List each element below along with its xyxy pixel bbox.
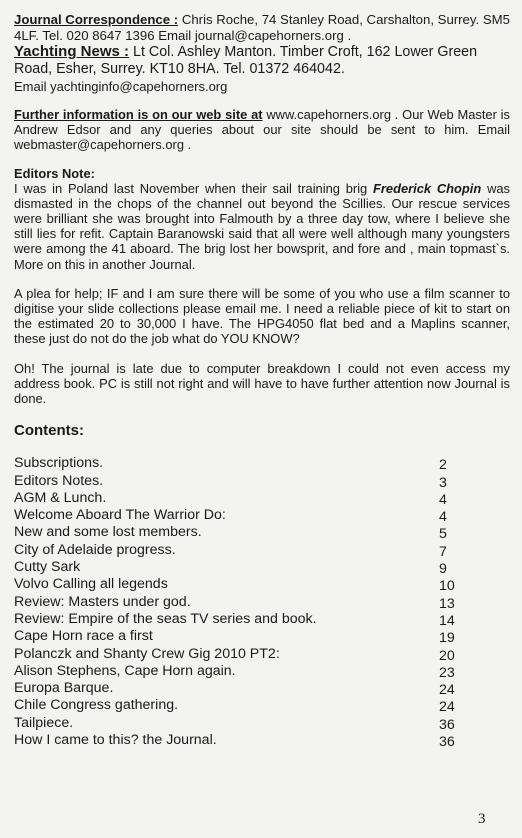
contents-item bbox=[14, 680, 510, 697]
contents-item-title: Review: Masters under god. bbox=[14, 593, 191, 610]
correspondence-text: Chris Roche, 74 Stanley Road, Carshalton, Surrey. SM5 4LF. Tel. 020 8647 1396 Email journal@capehorners.org . bbox=[14, 12, 510, 43]
contents-item bbox=[14, 473, 510, 490]
editors-note-paragraph-2: A plea for help; IF and I am sure there will be some of you who use a film scanner to digitise your slide collections please email me. I need a reliable piece of kit to start on the estimated 20 to 30,000 I have. The HPG4050 flat bed and a Maplins scanner, these just do not do the job what do YOU KNOW? bbox=[14, 285, 510, 347]
yachting-email: Email yachtinginfo@capehorners.org bbox=[14, 79, 228, 94]
contents-item-title: Cape Horn race a first bbox=[14, 628, 153, 645]
contents-item-page: 5 bbox=[439, 526, 447, 543]
contents-item-title: Chile Congress gathering. bbox=[14, 697, 179, 714]
contents-item bbox=[14, 697, 510, 714]
contents-item-title: Editors Notes. bbox=[14, 472, 104, 489]
contents-item-page: 9 bbox=[439, 561, 447, 578]
editors-note-paragraph-1 bbox=[14, 181, 510, 272]
contents-item bbox=[14, 611, 510, 628]
contents-item-page: 10 bbox=[439, 578, 455, 595]
contents-item bbox=[14, 628, 510, 645]
contents-item bbox=[14, 576, 510, 593]
correspondence-block bbox=[14, 12, 510, 43]
contents-item-title: Polanczk and Shanty Crew Gig 2010 PT2: bbox=[14, 645, 280, 662]
contents-heading: Contents: bbox=[14, 422, 84, 440]
editors-note-paragraph-3: Oh! The journal is late due to computer breakdown I could not even access my address book. PC is still not right and will have to have further attention now Journal is done. bbox=[14, 360, 510, 407]
yachting-block bbox=[14, 43, 510, 78]
further-info-heading: Further information is on our web site at bbox=[14, 107, 263, 122]
contents-item-page: 24 bbox=[439, 682, 455, 699]
contents-item bbox=[14, 732, 510, 749]
contents-item-title: Europa Barque. bbox=[14, 680, 114, 697]
contents-item-page: 36 bbox=[439, 716, 455, 733]
contents-item bbox=[14, 646, 510, 663]
contents-item-title: Cutty Sark bbox=[14, 559, 81, 576]
contents-item-page: 20 bbox=[439, 647, 455, 664]
contents-item bbox=[14, 715, 510, 732]
contents-item-title: How I came to this? the Journal. bbox=[14, 732, 217, 748]
contents-item-page: 23 bbox=[439, 664, 455, 681]
contents-item bbox=[14, 524, 510, 541]
contents-item bbox=[14, 542, 510, 559]
ship-name: Frederick Chopin bbox=[373, 180, 482, 196]
journal-page bbox=[14, 12, 510, 749]
contents-item-title: New and some lost members. bbox=[14, 524, 202, 541]
contents-item-page: 7 bbox=[439, 543, 447, 560]
further-info-block bbox=[14, 107, 510, 153]
contents-item-title: City of Adelaide progress. bbox=[14, 541, 176, 558]
editors-note-p1-after: was dismasted in the chops of the channel out beyond the Scillies. Our rescue services were brilliant she was brought into Falmouth by a three day tow, where I believe she still lies for refit. Captain Baranowski said that all were well although many youngsters were among the 41 aboard. The brig lost her bowsprit, and fore and , main topmast`s. More on this in another Journal. bbox=[14, 180, 510, 272]
contents-item-page: 19 bbox=[439, 630, 455, 647]
further-info-text: www.capehorners.org . Our Web Master is Andrew Edsor and any queries about our site should be sent to him. Email webmaster@capehorners.org . bbox=[14, 107, 510, 153]
editors-note-heading: Editors Note: bbox=[14, 165, 95, 181]
contents-item-title: Review: Empire of the seas TV series and book. bbox=[14, 610, 317, 627]
contents-item bbox=[14, 490, 510, 507]
contents-item-page: 14 bbox=[439, 612, 455, 629]
contents-item-title: Alison Stephens, Cape Horn again. bbox=[14, 662, 236, 679]
editors-note-p1-before: I was in Poland last November when their sail training brig bbox=[14, 180, 374, 196]
contents-item bbox=[14, 559, 510, 576]
yachting-heading: Yachting News : bbox=[14, 43, 130, 60]
contents-item-page: 2 bbox=[439, 457, 447, 474]
contents-item bbox=[14, 663, 510, 680]
contents-item bbox=[14, 594, 510, 611]
contents-item-page: 24 bbox=[439, 699, 455, 716]
contents-item-title: AGM & Lunch. bbox=[14, 489, 107, 506]
contents-item-title: Welcome Aboard The Warrior Do: bbox=[14, 507, 226, 524]
contents-list bbox=[14, 455, 510, 749]
contents-item-title: Subscriptions. bbox=[14, 455, 104, 472]
page-number: 3 bbox=[478, 811, 486, 827]
contents-item bbox=[14, 507, 510, 524]
contents-item-title: Volvo Calling all legends bbox=[14, 576, 168, 593]
yachting-text: Lt Col. Ashley Manton. Timber Croft, 162 Lower Green Road, Esher, Surrey. KT10 8HA. Tel. 01372 464042. bbox=[14, 44, 478, 77]
correspondence-heading: Journal Correspondence : bbox=[14, 12, 179, 27]
contents-item bbox=[14, 455, 510, 472]
contents-item-page: 13 bbox=[439, 595, 455, 612]
contents-item-page: 3 bbox=[439, 474, 447, 491]
contents-item-page: 4 bbox=[439, 491, 447, 508]
contents-item-title: Tailpiece. bbox=[14, 714, 74, 731]
contents-item-page: 4 bbox=[439, 509, 447, 526]
contents-item-page: 36 bbox=[439, 734, 455, 750]
